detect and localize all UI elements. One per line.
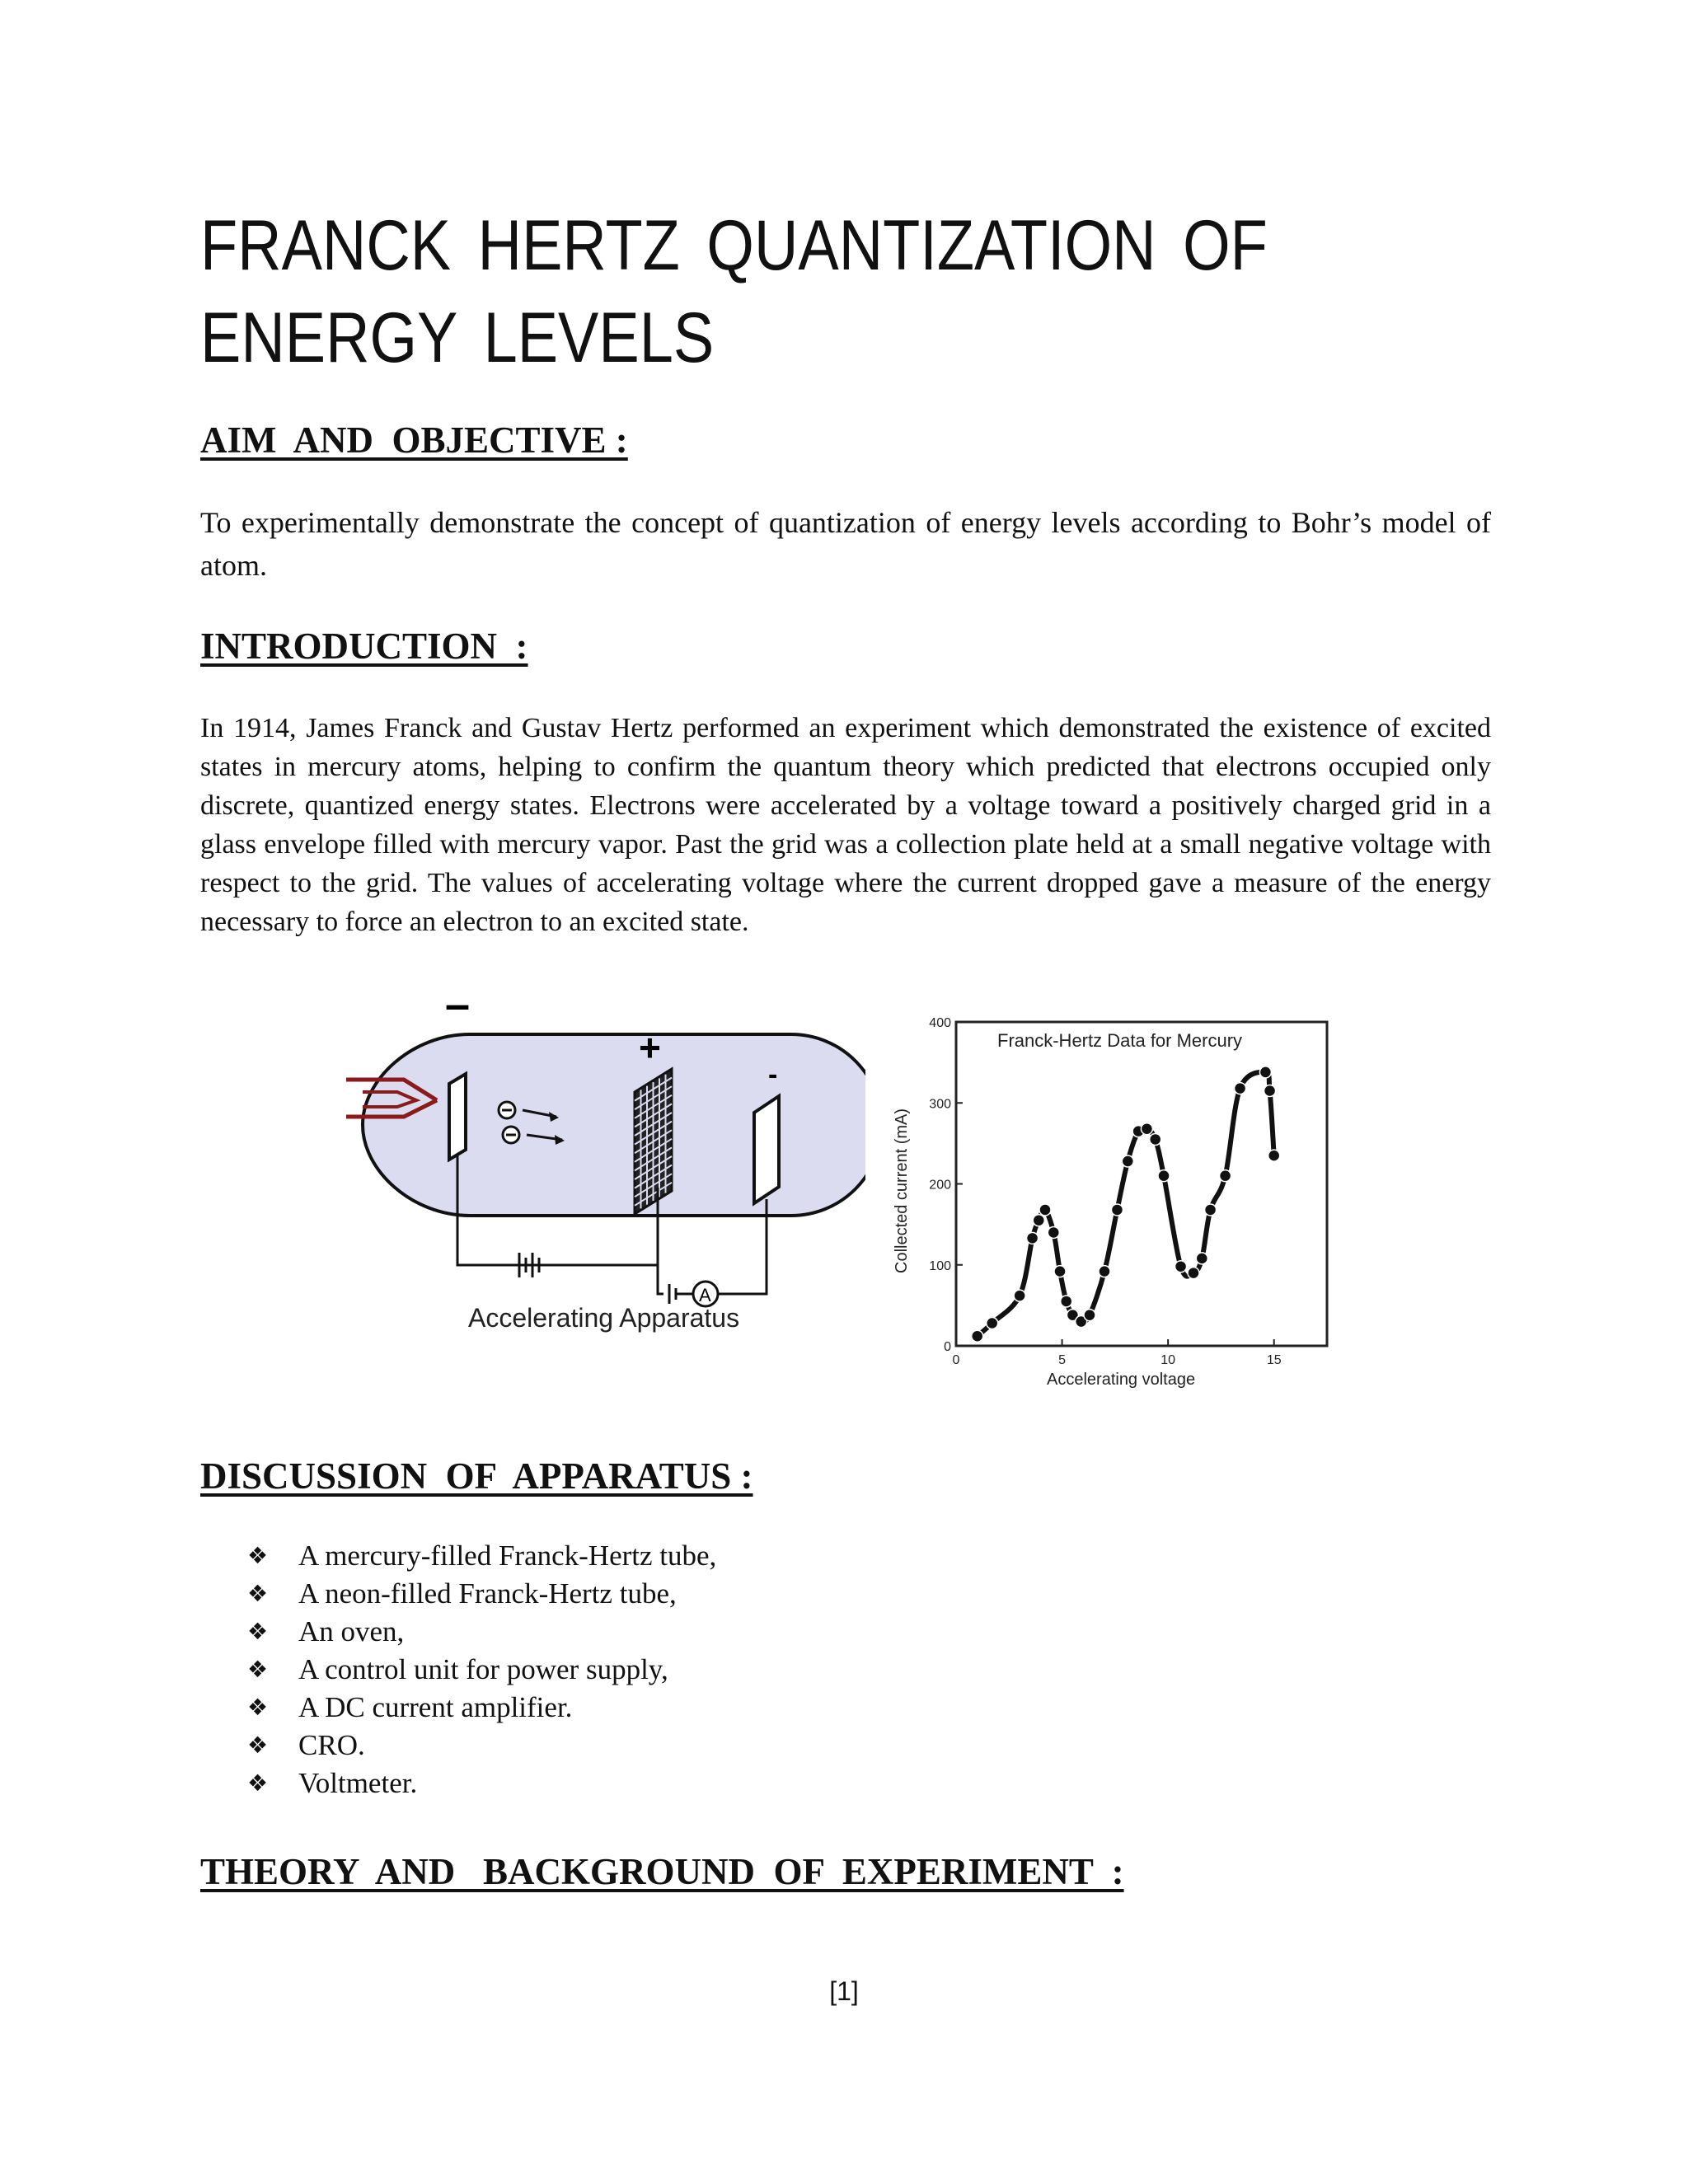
apparatus-item-label: A DC current amplifier.	[298, 1691, 573, 1723]
x-tick-label: 10	[1160, 1353, 1176, 1367]
diamond-bullet-icon: ❖	[247, 1618, 269, 1645]
cathode-plate	[449, 1074, 466, 1160]
y-tick-label: 200	[929, 1178, 951, 1193]
data-point	[1027, 1232, 1039, 1244]
x-axis-label: Accelerating voltage	[1047, 1371, 1196, 1389]
apparatus-item-label: A control unit for power supply,	[298, 1653, 668, 1685]
y-axis-label: Collected current (mA)	[893, 1108, 911, 1273]
apparatus-diagram	[346, 1001, 865, 1347]
apparatus-item-label: CRO.	[298, 1729, 365, 1761]
diamond-bullet-icon: ❖	[247, 1694, 269, 1721]
apparatus-item	[247, 1727, 716, 1765]
data-point	[1039, 1204, 1051, 1216]
apparatus-item-label: An oven,	[298, 1615, 405, 1647]
franck-hertz-chart	[882, 1010, 1343, 1397]
data-point	[1111, 1204, 1123, 1216]
y-tick-label: 100	[929, 1258, 951, 1273]
data-point	[1264, 1085, 1276, 1097]
data-point	[1014, 1290, 1025, 1301]
data-point	[1259, 1066, 1271, 1078]
apparatus-item	[247, 1765, 716, 1802]
apparatus-item-label: A mercury-filled Franck-Hertz tube,	[298, 1540, 717, 1572]
data-point	[1268, 1150, 1280, 1161]
diagram-caption: Accelerating Apparatus	[468, 1303, 740, 1333]
apparatus-item	[247, 1537, 716, 1575]
apparatus-item	[247, 1613, 716, 1651]
y-tick-label: 0	[944, 1340, 951, 1354]
y-tick-label: 300	[929, 1097, 951, 1112]
collector-minus-label: -	[768, 1059, 778, 1090]
grid-electrode	[635, 1069, 672, 1214]
data-point	[1205, 1204, 1217, 1216]
data-point	[1054, 1266, 1066, 1277]
x-tick-label: 0	[952, 1353, 960, 1367]
ammeter-label: A	[699, 1285, 711, 1305]
data-point	[1141, 1123, 1152, 1135]
diamond-bullet-icon: ❖	[247, 1542, 269, 1569]
data-point	[1175, 1261, 1187, 1272]
aim-paragraph: To experimentally demonstrate the concept of quantization of energy levels according to Bohr’s model of atom.	[200, 506, 1491, 582]
data-point	[1188, 1268, 1199, 1279]
apparatus-item	[247, 1651, 716, 1689]
data-point	[1061, 1296, 1072, 1307]
diamond-bullet-icon: ❖	[247, 1656, 269, 1683]
plus-label: +	[639, 1026, 661, 1069]
data-point	[987, 1317, 998, 1329]
minus-label: –	[445, 1001, 471, 1029]
apparatus-item	[247, 1689, 716, 1727]
apparatus-heading: DISCUSSION OF APPARATUS :	[200, 1455, 753, 1497]
data-point	[1235, 1083, 1246, 1094]
collector-plate	[754, 1096, 779, 1203]
aim-heading: AIM AND OBJECTIVE :	[200, 419, 628, 461]
page-number: [1]	[829, 1976, 859, 2006]
y-tick-label: 400	[929, 1016, 951, 1030]
data-point	[1033, 1215, 1044, 1226]
introduction-paragraph: In 1914, James Franck and Gustav Hertz performed an experiment which demonstrated the existence of excited states in mercury atoms, helping to confirm the quantum theory which predicted that electrons occupied only discrete, quantized energy states. Electrons were accelerated by a voltage toward a positively charged grid in a glass envelope filled with mercury vapor. Past the grid was a collection plate held at a small negative voltage with respect to the grid. The values of accelerating voltage where the current dropped gave a measure of the energy necessary to force an electron to an excited state.	[200, 713, 1491, 937]
glass-tube	[363, 1034, 865, 1216]
apparatus-item-label: Voltmeter.	[298, 1767, 418, 1799]
apparatus-list	[247, 1537, 716, 1802]
data-point	[1122, 1155, 1133, 1167]
data-point	[1150, 1133, 1161, 1145]
data-point	[972, 1330, 983, 1342]
diamond-bullet-icon: ❖	[247, 1769, 269, 1797]
chart-title: Franck-Hertz Data for Mercury	[997, 1030, 1243, 1051]
data-point	[1220, 1170, 1231, 1182]
data-point	[1048, 1226, 1059, 1238]
data-point	[1084, 1310, 1095, 1321]
diamond-bullet-icon: ❖	[247, 1732, 269, 1759]
x-tick-label: 15	[1266, 1353, 1282, 1367]
introduction-heading: INTRODUCTION :	[200, 626, 528, 667]
theory-heading: THEORY AND BACKGROUND OF EXPERIMENT :	[200, 1851, 1124, 1892]
apparatus-item	[247, 1575, 716, 1613]
data-point	[1158, 1170, 1170, 1182]
data-point	[1099, 1266, 1110, 1277]
page-title: FRANCK HERTZ QUANTIZATION OF ENERGY LEVELS	[200, 206, 1268, 377]
data-point	[1196, 1253, 1207, 1264]
apparatus-item-label: A neon-filled Franck-Hertz tube,	[298, 1577, 677, 1610]
x-tick-label: 5	[1058, 1353, 1067, 1367]
diamond-bullet-icon: ❖	[247, 1580, 269, 1607]
